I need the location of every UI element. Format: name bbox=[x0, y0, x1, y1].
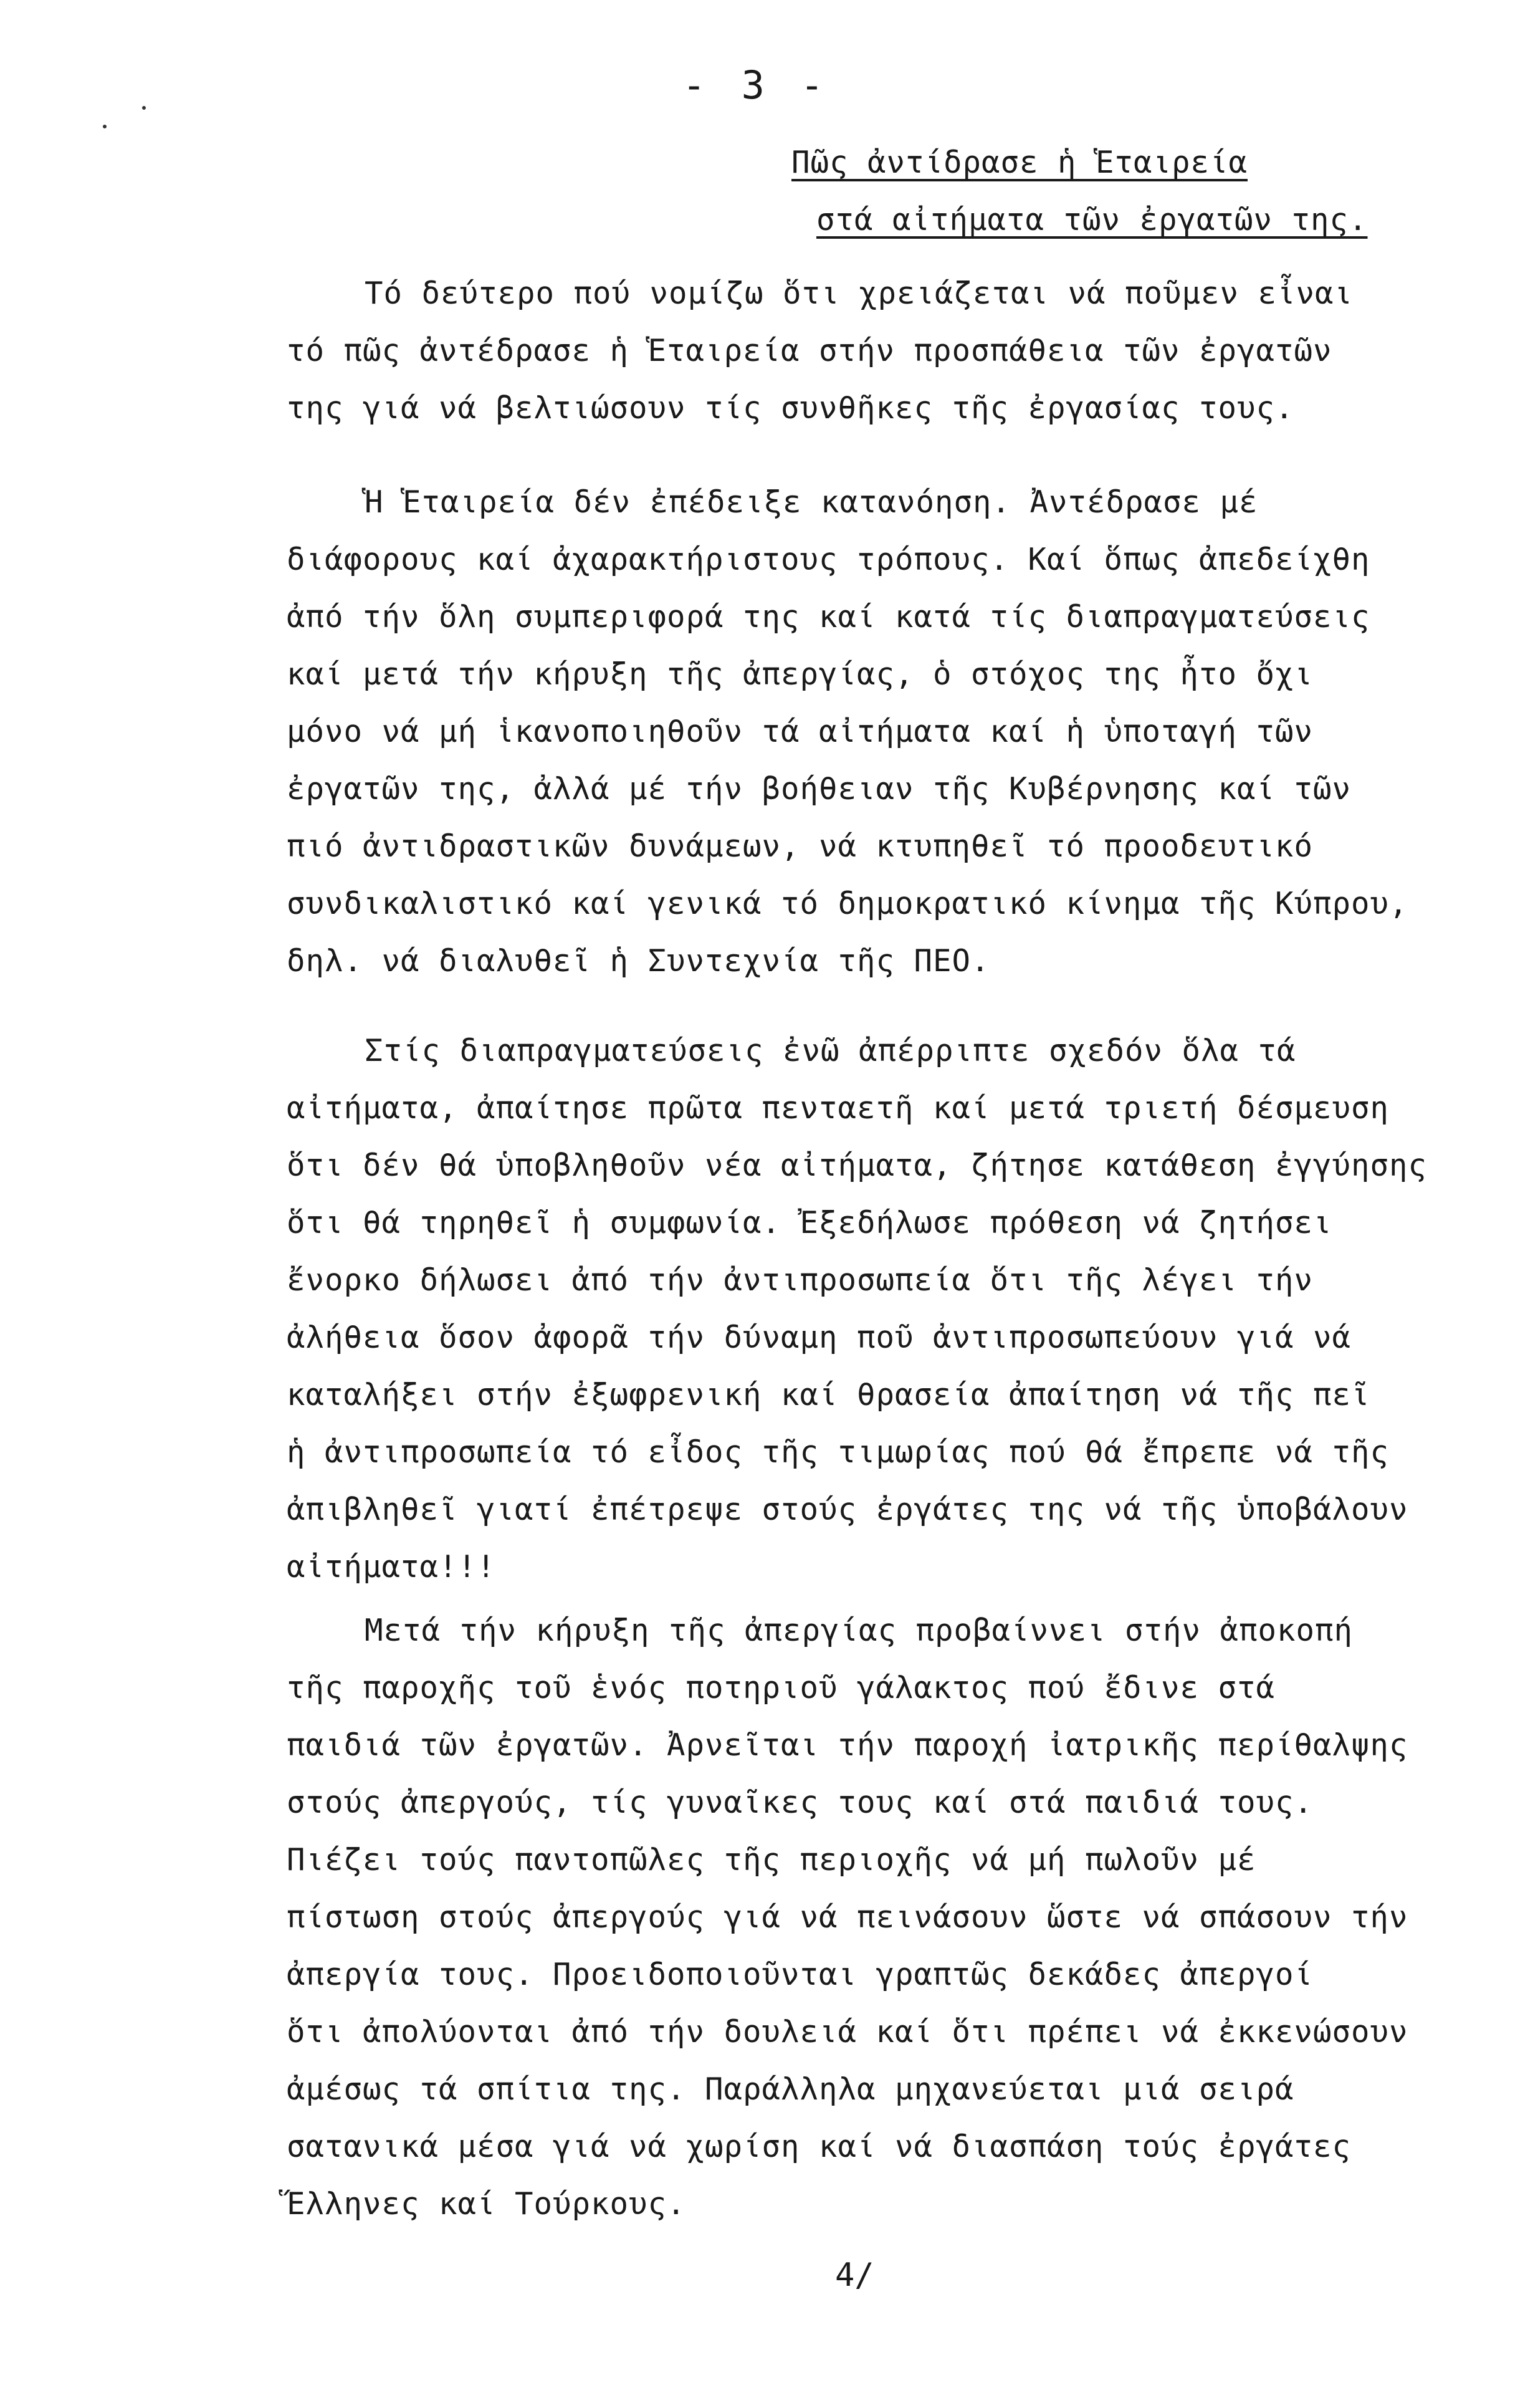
text-line: συνδικαλιστικό καί γενικά τό δημοκρατικό κίνημα τῆς Κύπρου, bbox=[287, 886, 1408, 921]
text-line: τῆς παροχῆς τοῦ ἑνός ποτηριοῦ γάλακτος πού ἔδινε στά bbox=[287, 1670, 1276, 1705]
text-line: ἡ ἀντιπροσωπεία τό εἶδος τῆς τιμωρίας πού θά ἔπρεπε νά τῆς bbox=[287, 1434, 1390, 1470]
scan-speck bbox=[142, 106, 146, 110]
section-heading bbox=[791, 134, 1415, 249]
page-number: - 3 - bbox=[682, 62, 830, 108]
text-line: Τό δεύτερο πού νομίζω ὅτι χρειάζεται νά ποῦμεν εἶναι bbox=[365, 276, 1354, 311]
text-line: στούς ἀπεργούς, τίς γυναῖκες τους καί στά παιδιά τους. bbox=[287, 1785, 1314, 1820]
text-line: Ἕλληνες καί Τούρκους. bbox=[287, 2186, 686, 2222]
continuation-marker: 4/ bbox=[835, 2257, 874, 2294]
text-line: ἀπό τήν ὅλη συμπεριφορά της καί κατά τίς διαπραγματεύσεις bbox=[287, 599, 1370, 635]
text-line: δηλ. νά διαλυθεῖ ἡ Συντεχνία τῆς ΠΕΟ. bbox=[287, 943, 990, 979]
text-line: διάφορους καί ἀχαρακτήριστους τρόπους. Καί ὅπως ἀπεδείχθη bbox=[287, 542, 1370, 577]
text-line: παιδιά τῶν ἐργατῶν. Ἀρνεῖται τήν παροχή ἰατρικῆς περίθαλψης bbox=[287, 1727, 1408, 1763]
text-line: ὅτι δέν θά ὑποβληθοῦν νέα αἰτήματα, ζήτησε κατάθεση ἐγγύησης bbox=[287, 1148, 1428, 1183]
paragraph-1 bbox=[287, 265, 1440, 437]
text-line: Στίς διαπραγματεύσεις ἐνῶ ἀπέρριπτε σχεδόν ὅλα τά bbox=[365, 1033, 1296, 1068]
paragraph-4 bbox=[287, 1602, 1440, 2233]
text-line: της γιά νά βελτιώσουν τίς συνθῆκες τῆς ἐργασίας τους. bbox=[287, 390, 1294, 426]
text-line: καί μετά τήν κήρυξη τῆς ἀπεργίας, ὁ στόχος της ἦτο ὄχι bbox=[287, 656, 1314, 692]
text-line: ἀμέσως τά σπίτια της. Παράλληλα μηχανεύεται μιά σειρά bbox=[287, 2071, 1294, 2107]
text-line: ἀλήθεια ὅσον ἀφορᾶ τήν δύναμη ποῦ ἀντιπροσωπεύουν γιά νά bbox=[287, 1320, 1352, 1355]
text-line: ἀπεργία τους. Προειδοποιοῦνται γραπτῶς δεκάδες ἀπεργοί bbox=[287, 1957, 1314, 1992]
text-line: ἐργατῶν της, ἀλλά μέ τήν βοήθειαν τῆς Κυβέρνησης καί τῶν bbox=[287, 771, 1352, 807]
text-line: πιό ἀντιδραστικῶν δυνάμεων, νά κτυπηθεῖ τό προοδευτικό bbox=[287, 828, 1314, 864]
text-line: ἀπιβληθεῖ γιατί ἐπέτρεψε στούς ἐργάτες της νά τῆς ὑποβάλουν bbox=[287, 1492, 1408, 1527]
scan-speck bbox=[103, 125, 107, 128]
text-line: πίστωση στούς ἀπεργούς γιά νά πεινάσουν ὥστε νά σπάσουν τήν bbox=[287, 1899, 1408, 1935]
text-line: αἰτήματα!!! bbox=[287, 1549, 496, 1585]
heading-line-1: Πῶς ἀντίδρασε ἡ Ἑταιρεία bbox=[791, 145, 1248, 180]
text-line: τό πῶς ἀντέδρασε ἡ Ἑταιρεία στήν προσπάθεια τῶν ἐργατῶν bbox=[287, 333, 1332, 368]
text-line: Πιέζει τούς παντοπῶλες τῆς περιοχῆς νά μή πωλοῦν μέ bbox=[287, 1842, 1256, 1878]
paragraph-3 bbox=[287, 1022, 1440, 1596]
text-line: αἰτήματα, ἀπαίτησε πρῶτα πενταετῆ καί μετά τριετή δέσμευση bbox=[287, 1090, 1390, 1126]
text-line: ἔνορκο δήλωσει ἀπό τήν ἀντιπροσωπεία ὅτι τῆς λέγει τήν bbox=[287, 1262, 1314, 1298]
text-line: ὅτι θά τηρηθεῖ ἡ συμφωνία. Ἐξεδήλωσε πρόθεση νά ζητήσει bbox=[287, 1205, 1332, 1240]
text-line: μόνο νά μή ἱκανοποιηθοῦν τά αἰτήματα καί ἡ ὑποταγή τῶν bbox=[287, 714, 1314, 749]
text-line: Μετά τήν κήρυξη τῆς ἀπεργίας προβαίννει στήν ἀποκοπή bbox=[365, 1613, 1354, 1648]
text-line: ὅτι ἀπολύονται ἀπό τήν δουλειά καί ὅτι πρέπει νά ἐκκενώσουν bbox=[287, 2014, 1408, 2050]
text-line: σατανικά μέσα γιά νά χωρίση καί νά διασπάση τούς ἐργάτες bbox=[287, 2129, 1352, 2164]
text-line: καταλήξει στήν ἐξωφρενική καί θρασεία ἀπαίτηση νά τῆς πεῖ bbox=[287, 1377, 1370, 1413]
text-line: Ἡ Ἑταιρεία δέν ἐπέδειξε κατανόηση. Ἀντέδρασε μέ bbox=[365, 484, 1258, 520]
paragraph-2 bbox=[287, 474, 1440, 990]
heading-line-2: στά αἰτήματα τῶν ἐργατῶν της. bbox=[816, 202, 1368, 237]
